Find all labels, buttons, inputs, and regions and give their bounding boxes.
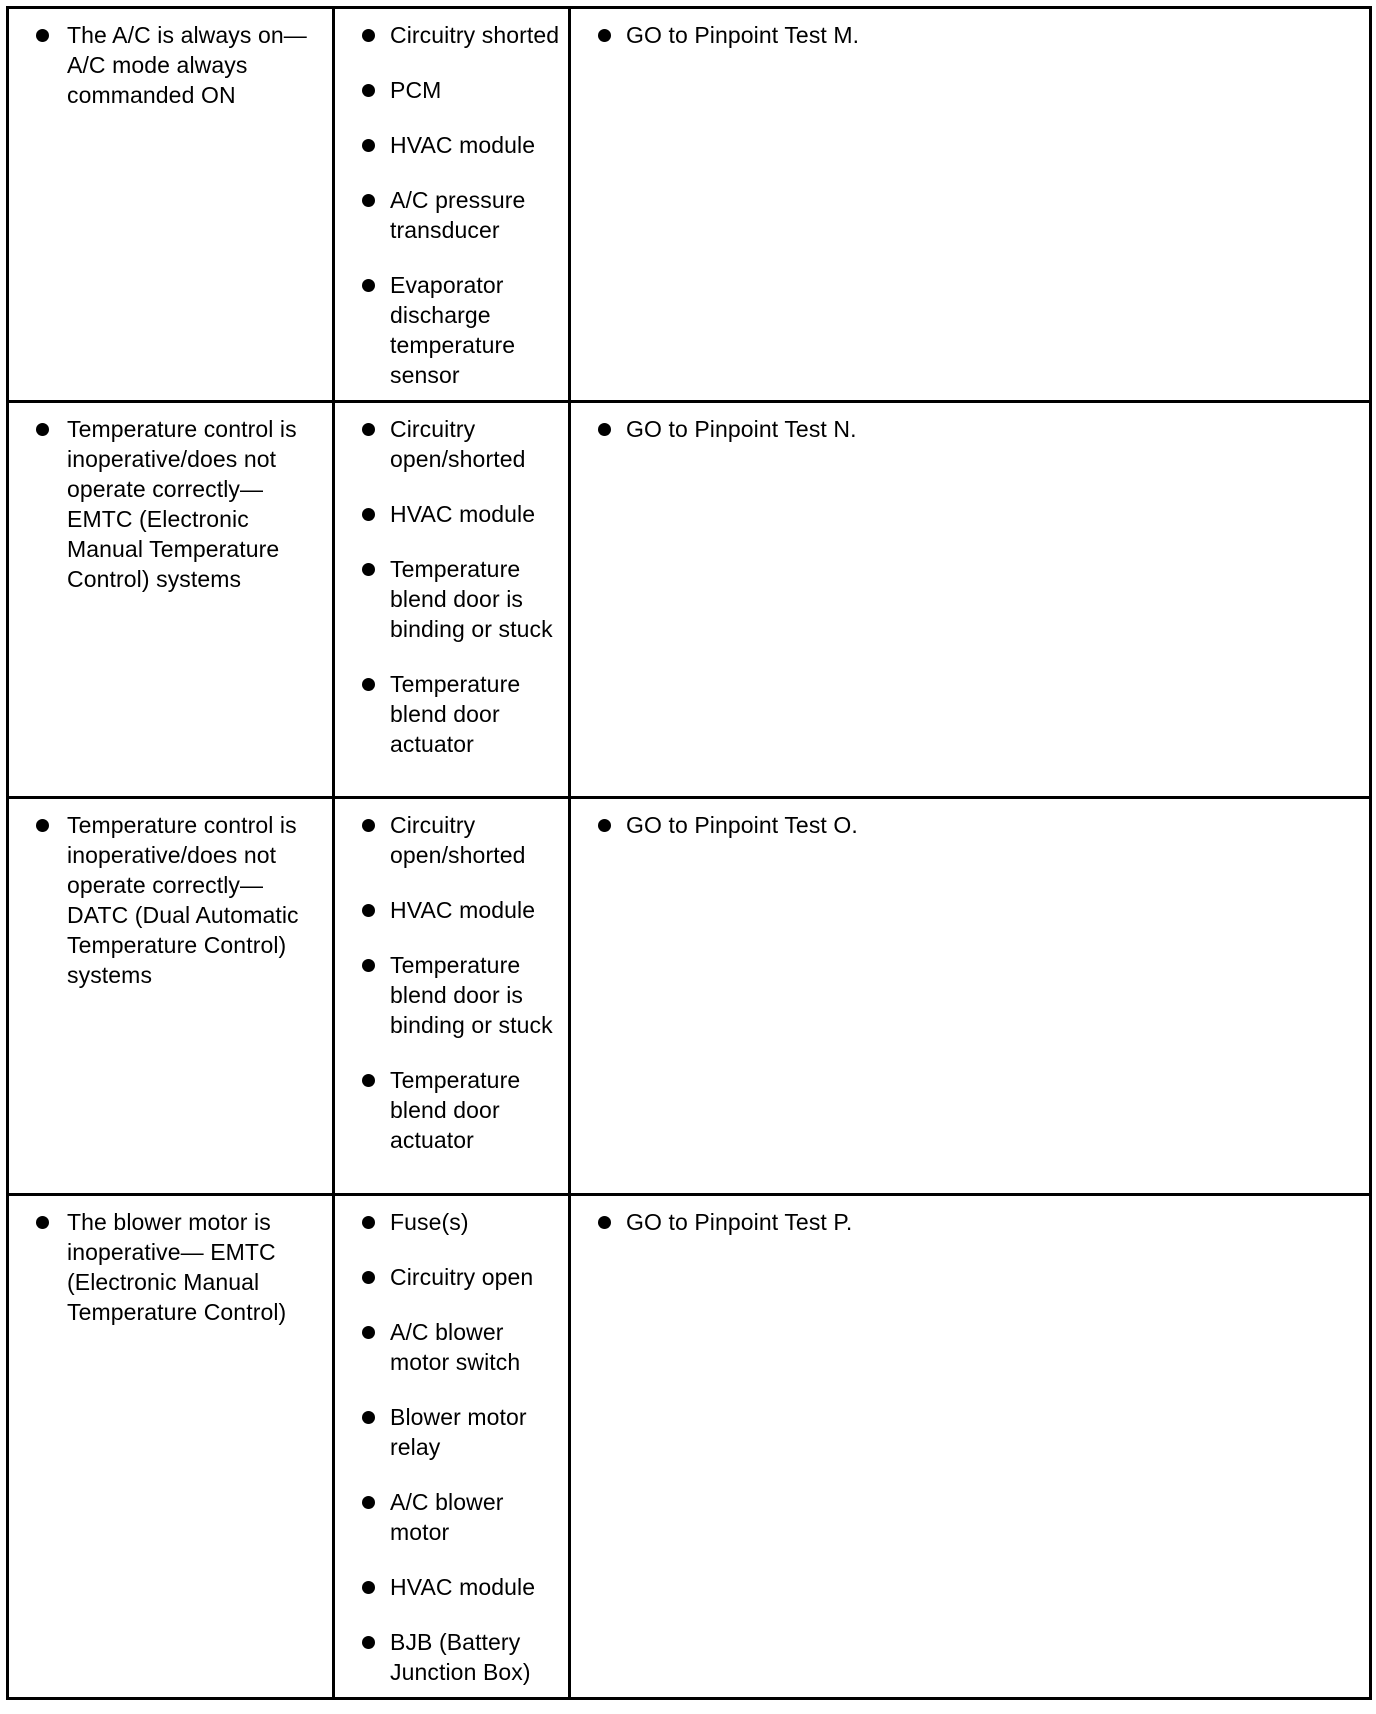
action-cell	[570, 402, 1371, 798]
possible-source-cell	[334, 1195, 570, 1699]
possible-source-item: Evaporator discharge temperature sensor	[335, 270, 562, 390]
symptom-cell	[8, 798, 334, 1195]
symptom-text: Temperature control is inoperative/does not operate correctly— DATC (Dual Automatic Temperature Control) systems	[9, 810, 324, 990]
symptom-text: Temperature control is inoperative/does not operate correctly— EMTC (Electronic Manual Temperature Control) systems	[9, 414, 324, 594]
symptom-text: The A/C is always on— A/C mode always commanded ON	[9, 20, 324, 110]
possible-source-item: HVAC module	[335, 1572, 562, 1602]
action-text: GO to Pinpoint Test P.	[571, 1207, 1361, 1237]
possible-source-item: Temperature blend door is binding or stuck	[335, 950, 562, 1040]
possible-source-item: Circuitry open	[335, 1262, 562, 1292]
symptom-cell	[8, 8, 334, 402]
table-row	[8, 798, 1371, 1195]
symptom-chart-page	[6, 6, 1369, 1700]
action-text: GO to Pinpoint Test N.	[571, 414, 1361, 444]
possible-source-item: HVAC module	[335, 499, 562, 529]
possible-source-item: Temperature blend door is binding or stuck	[335, 554, 562, 644]
table-row	[8, 8, 1371, 402]
possible-source-item: A/C blower motor switch	[335, 1317, 562, 1377]
possible-source-item: A/C pressure transducer	[335, 185, 562, 245]
possible-source-cell	[334, 8, 570, 402]
action-cell	[570, 798, 1371, 1195]
symptom-text: The blower motor is inoperative— EMTC (Electronic Manual Temperature Control)	[9, 1207, 324, 1327]
possible-source-item: Blower motor relay	[335, 1402, 562, 1462]
possible-source-item: PCM	[335, 75, 562, 105]
possible-source-item: HVAC module	[335, 895, 562, 925]
table-row	[8, 402, 1371, 798]
symptom-cell	[8, 1195, 334, 1699]
possible-source-item: Temperature blend door actuator	[335, 669, 562, 759]
possible-source-item: Circuitry shorted	[335, 20, 562, 50]
action-cell	[570, 8, 1371, 402]
possible-source-item: Fuse(s)	[335, 1207, 562, 1237]
possible-source-item: HVAC module	[335, 130, 562, 160]
possible-source-cell	[334, 798, 570, 1195]
symptom-chart-table	[6, 6, 1372, 1700]
possible-source-item: Circuitry open/shorted	[335, 810, 562, 870]
possible-source-item: A/C blower motor	[335, 1487, 562, 1547]
table-row	[8, 1195, 1371, 1699]
action-text: GO to Pinpoint Test O.	[571, 810, 1361, 840]
symptom-cell	[8, 402, 334, 798]
action-text: GO to Pinpoint Test M.	[571, 20, 1361, 50]
possible-source-item: Temperature blend door actuator	[335, 1065, 562, 1155]
possible-source-cell	[334, 402, 570, 798]
possible-source-item: BJB (Battery Junction Box)	[335, 1627, 562, 1687]
action-cell	[570, 1195, 1371, 1699]
possible-source-item: Circuitry open/shorted	[335, 414, 562, 474]
